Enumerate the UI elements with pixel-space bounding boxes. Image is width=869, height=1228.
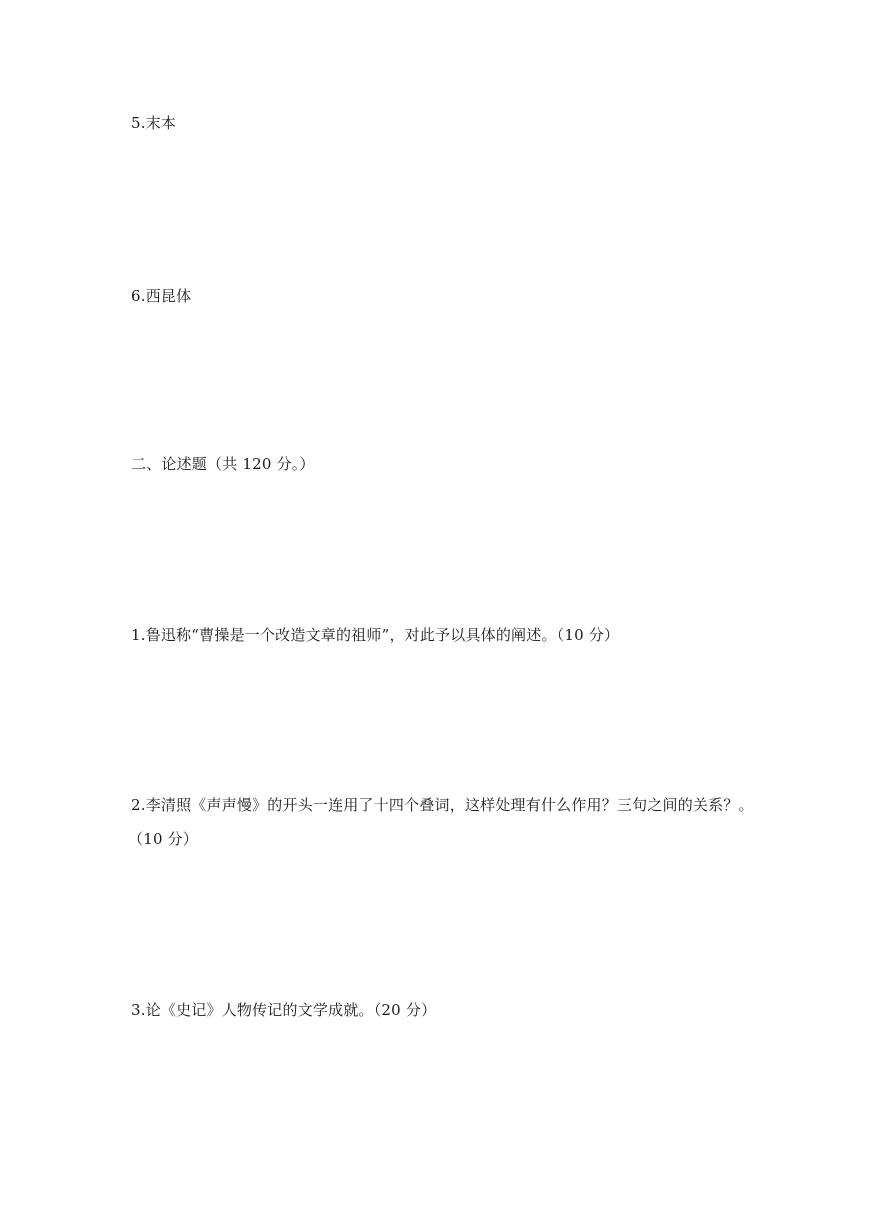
essay-question-2: 2.李清照《声声慢》的开头一连用了十四个叠词，这样处理有什么作用？三句之间的关系？。: [131, 796, 754, 814]
essay-question-3: 3.论《史记》人物传记的文学成就。（20 分）: [131, 1001, 437, 1019]
term-question-5: 5.末本: [131, 114, 177, 132]
essay-question-1: 1.鲁迅称“曹操是一个改造文章的祖师”，对此予以具体的阐述。（10 分）: [131, 626, 620, 644]
essay-question-2-score: （10 分）: [128, 830, 199, 848]
term-question-6: 6.西昆体: [131, 287, 192, 305]
section-heading-essay: 二、论述题（共 120 分。）: [131, 455, 315, 473]
